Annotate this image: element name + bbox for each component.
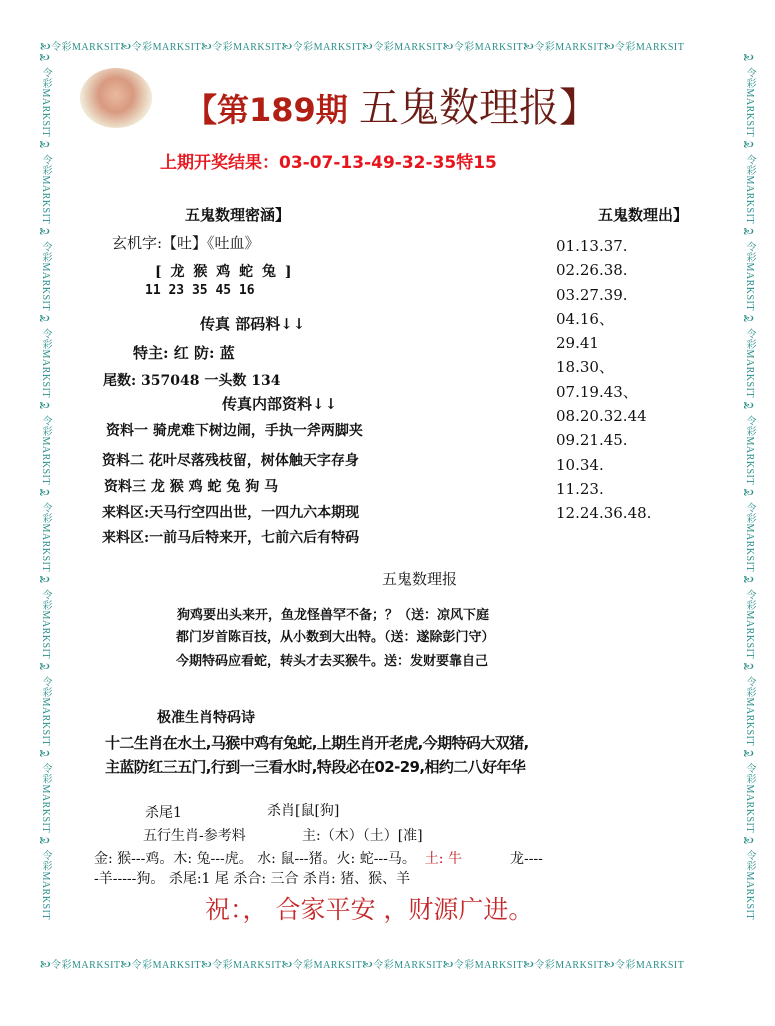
avatar — [80, 68, 152, 128]
page-title — [185, 76, 599, 133]
internal-title: 传真内部资料↓↓ — [222, 395, 338, 413]
number-row: 02.26.38. — [556, 261, 628, 280]
number-row: 08.20.32.44 — [556, 407, 647, 426]
info-item: 资料一 骑虎难下树边闹，手执一斧两脚夹 — [106, 423, 363, 439]
paper-name: 五鬼数理报】 — [358, 85, 599, 131]
fax-title: 传真 部码料↓↓ — [200, 315, 306, 333]
border-watermark: 🙤令彩MARKSIT — [40, 42, 121, 52]
left-heading: 五鬼数理密涵】 — [185, 206, 291, 224]
kill-tail: 杀尾1 — [145, 805, 182, 821]
kill-zodiac: 杀肖[鼠[狗] — [267, 803, 340, 819]
border-right: 🙤令彩MARKSIT🙤令彩MARKSIT🙤令彩MARKSIT🙤令彩MARKSIT🙤令彩MARKSIT🙤令彩MARKSIT🙤令彩MARKSIT🙤令彩MARKSIT🙤令彩MARKSIT🙤令彩MARKSIT — [744, 50, 755, 920]
middle-line: 今期特码应看蛇，转头才去买猴牛。送：发财要靠自己 — [176, 654, 489, 669]
number-row: 12.24.36.48. — [556, 504, 652, 523]
number-column — [556, 234, 651, 526]
xuanji-line: 玄机字:【吐】《吐血》 — [112, 234, 260, 252]
number-list: 11 23 35 45 16 — [145, 283, 255, 298]
right-heading: 五鬼数理出】 — [598, 206, 689, 224]
poem-line: 十二生肖在水土,马猴中鸡有兔蛇,上期生肖开老虎,今期特码大双猪, — [105, 734, 529, 752]
wuxing-line: -羊-----狗。 杀尾:1 尾 杀合: 三合 杀肖: 猪、猴、羊 — [94, 871, 411, 887]
number-row: 09.21.45. — [556, 431, 628, 450]
border-bottom: 🙤令彩MARKSIT🙤令彩MARKSIT🙤令彩MARKSIT🙤令彩MARKSIT🙤令彩MARKSIT🙤令彩MARKSIT🙤令彩MARKSIT🙤令彩MARKSIT — [40, 960, 685, 970]
wuxing-text: 金: 猴---鸡。木: 兔---虎。 水: 鼠---猪。火: 蛇---马。 — [94, 851, 416, 867]
number-row: 29.41 — [556, 334, 599, 353]
weishu-line: 尾数: 357048 一头数 134 — [103, 373, 281, 389]
middle-line: 都门岁首陈百技，从小数到大出特。（送：遂除彭门守） — [176, 630, 495, 645]
tezhu-line: 特主: 红 防: 蓝 — [133, 344, 235, 362]
wuxing-title: 五行生肖-参考料 — [143, 828, 246, 844]
wuxing-earth: 土: 牛 — [424, 851, 462, 867]
number-row: 04.16、 — [556, 309, 614, 328]
border-left: 🙤令彩MARKSIT🙤令彩MARKSIT🙤令彩MARKSIT🙤令彩MARKSIT🙤令彩MARKSIT🙤令彩MARKSIT🙤令彩MARKSIT🙤令彩MARKSIT🙤令彩MARKSIT🙤令彩MARKSIT — [40, 50, 51, 920]
info-item: 资料三 龙 猴 鸡 蛇 兔 狗 马 — [104, 479, 279, 495]
number-row: 03.27.39. — [556, 285, 628, 304]
number-row: 11.23. — [556, 479, 604, 498]
last-result: 上期开奖结果：03-07-13-49-32-35特15 — [160, 153, 497, 173]
zodiac-list: [ 龙 猴 鸡 蛇 兔 ] — [155, 264, 292, 280]
issue-number: 【第189期 — [185, 91, 348, 129]
wuxing-dragon: 龙---- — [509, 851, 543, 867]
number-row: 10.34. — [556, 455, 604, 474]
number-row: 18.30、 — [556, 358, 614, 377]
blessing: 祝：， 合家平安 ，财源广进。 — [205, 895, 534, 924]
poem-line: 主蓝防红三五门,行到一三看水时,特段必在02-29,相约二八好年华 — [105, 758, 526, 776]
info-item: 资料二 花叶尽落残枝留，树体触天字存身 — [102, 453, 359, 469]
middle-line: 狗鸡要出头来开，鱼龙怪兽罕不备；？（送：凉风下庭 — [177, 608, 490, 623]
border-top: 🙤令彩MARKSIT🙤令彩MARKSIT🙤令彩MARKSIT🙤令彩MARKSIT🙤令彩MARKSIT🙤令彩MARKSIT🙤令彩MARKSIT🙤令彩MARKSIT — [40, 42, 685, 52]
poem-heading: 极准生肖特码诗 — [157, 710, 255, 726]
info-item: 来料区:一前马后特来开，七前六后有特码 — [102, 530, 360, 546]
wuxing-main: 主:（木）（土）[准] — [302, 828, 423, 844]
number-row: 07.19.43、 — [556, 382, 638, 401]
wuxing-line — [94, 848, 543, 868]
number-row: 01.13.37. — [556, 237, 628, 255]
middle-heading: 五鬼数理报 — [382, 570, 458, 588]
info-item: 来料区:天马行空四出世，一四九六本期现 — [102, 505, 360, 521]
